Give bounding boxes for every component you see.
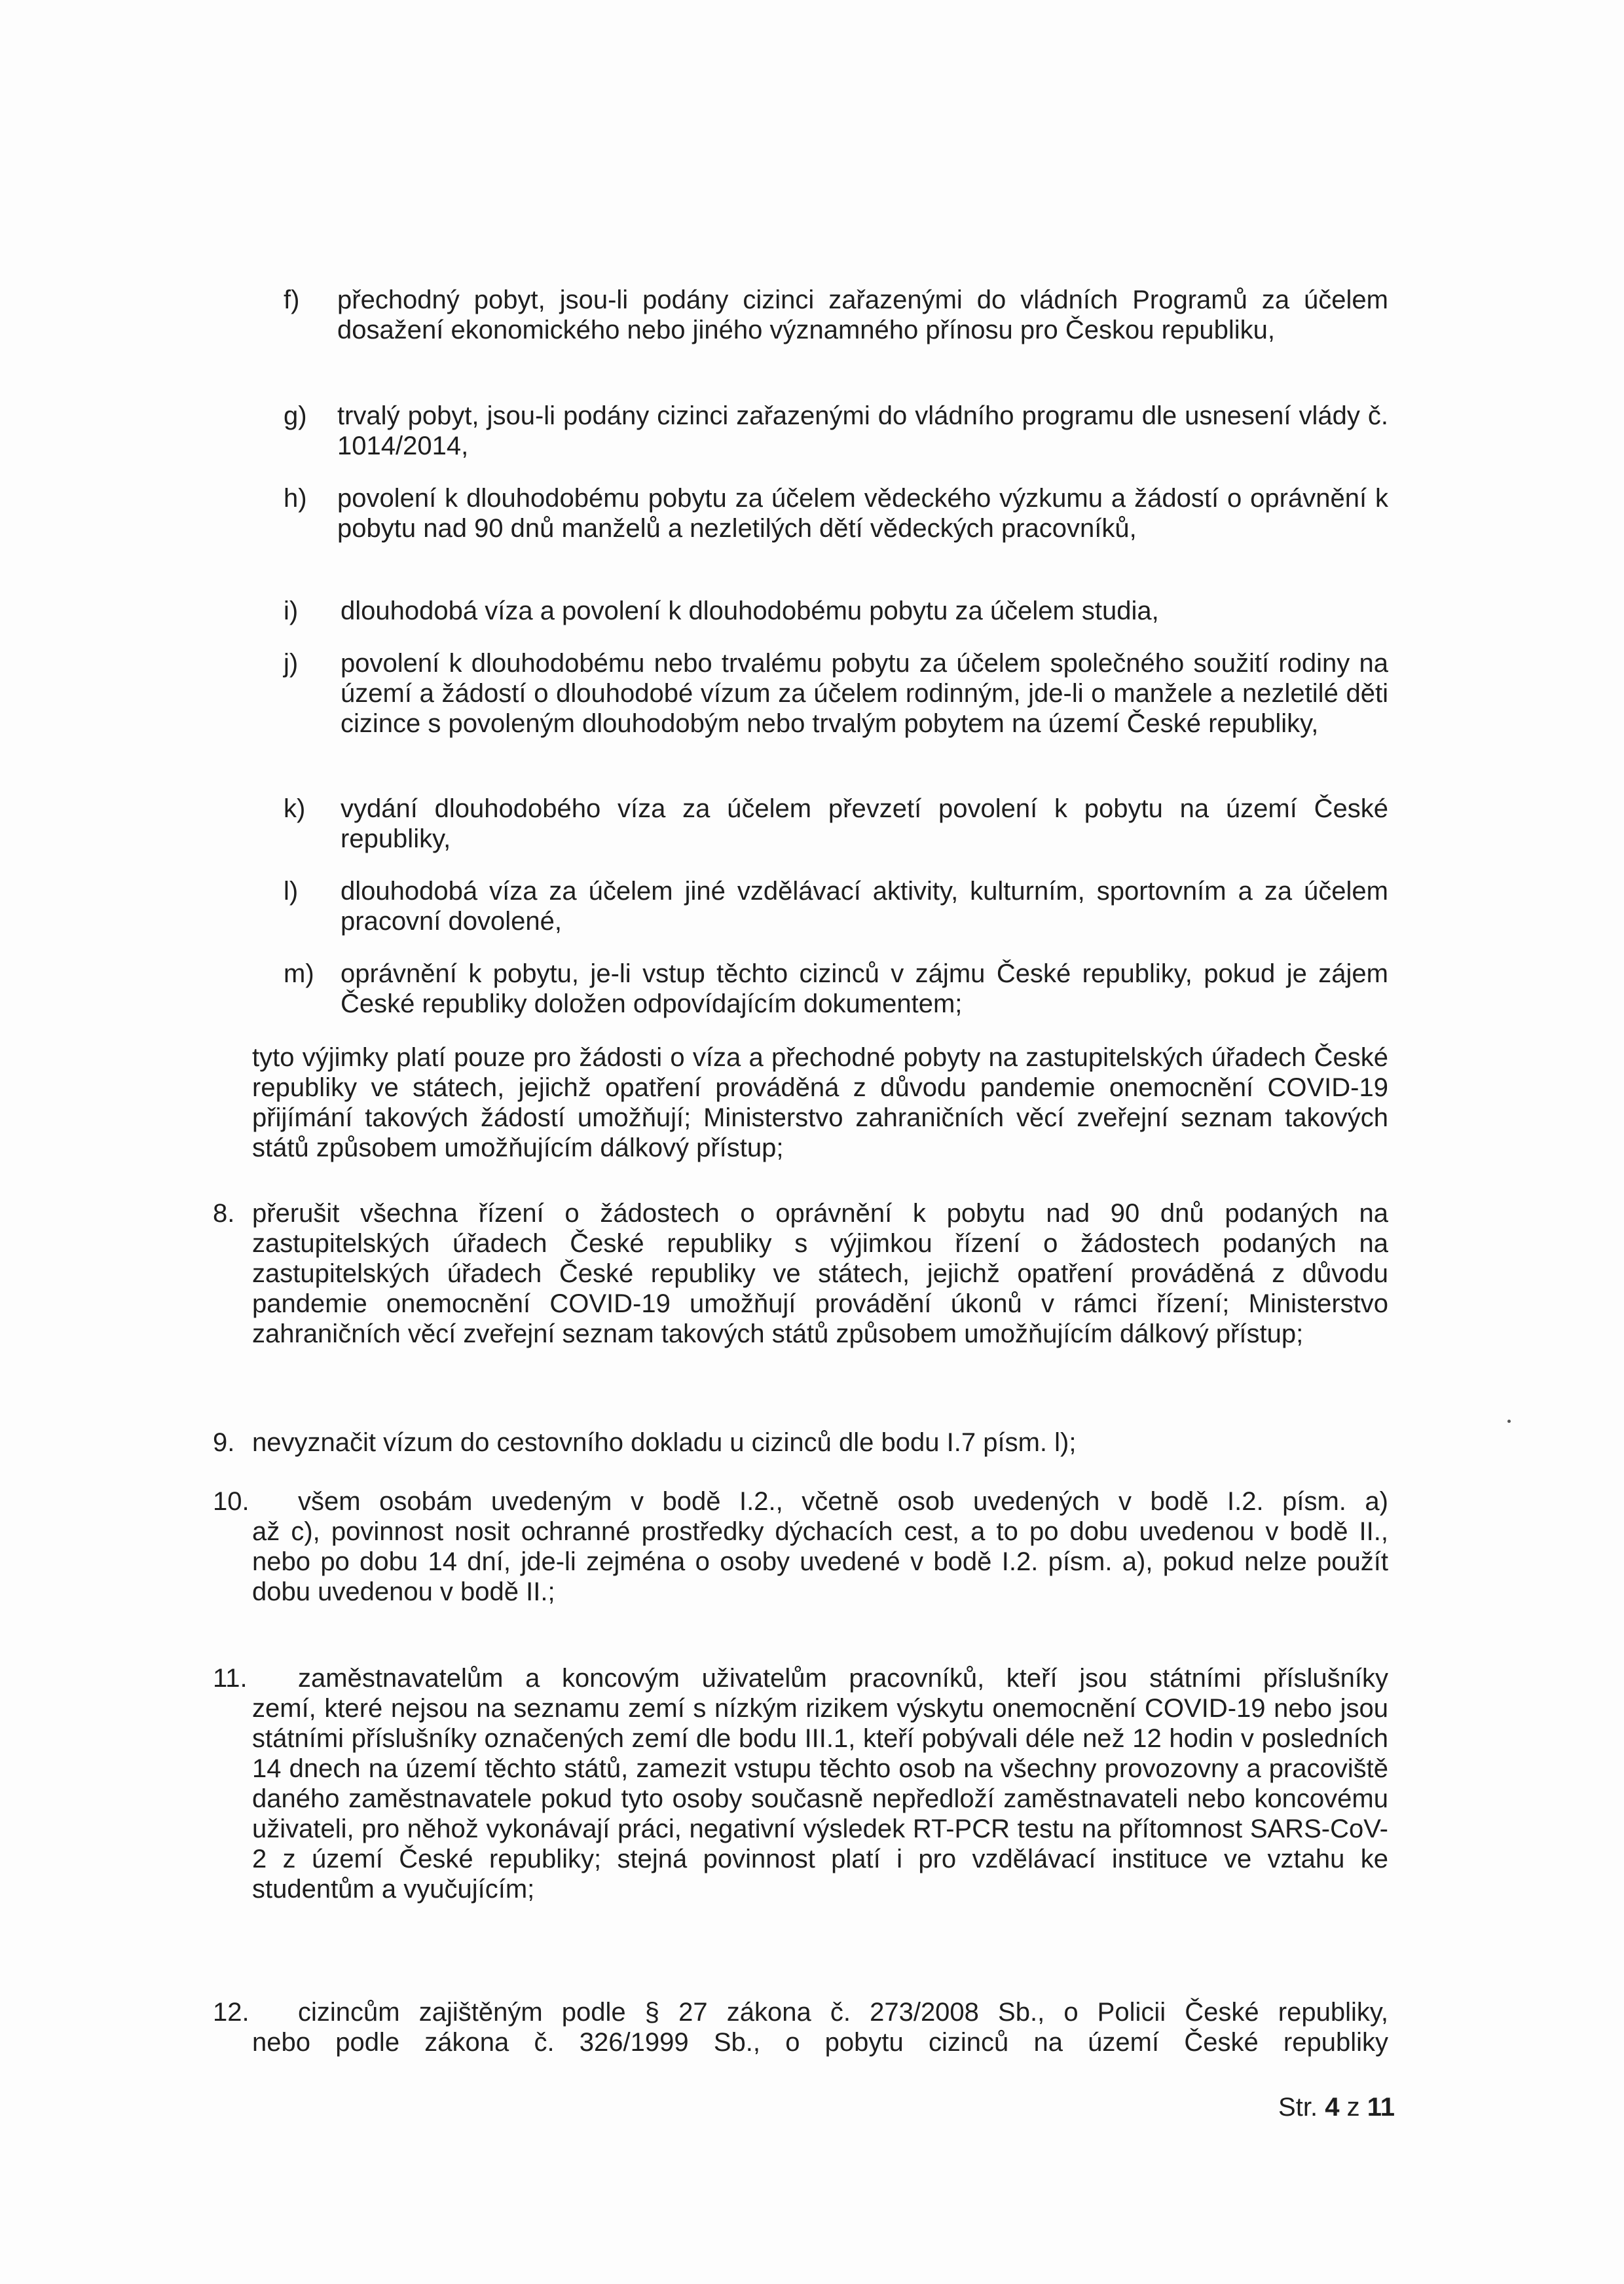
item-text-j: povolení k dlouhodobému nebo trvalému pobytu za účelem společného soužití rodiny na území a žádostí o dlouhodobé vízum za účelem rodinným, jde-li o manžele a nezletilé děti cizince s povoleným dlouhodobým nebo trvalým pobytem na území České republiky, xyxy=(341,649,1388,738)
exceptions-paragraph: tyto výjimky platí pouze pro žádosti o víza a přechodné pobyty na zastupitelských úřadech České republiky ve státech, jejichž opatření prováděná z důvodu pandemie onemocnění COVID-19 přijímání takových žádostí umožňují; Ministerstvo zahraničních věcí zveřejní seznam takových států způsobem umožňujícím dálkový přístup; xyxy=(252,1043,1388,1162)
item-label-i: i) xyxy=(284,597,299,625)
item-label-k: k) xyxy=(284,794,306,823)
item-label-10: 10. xyxy=(213,1487,249,1516)
item-text-11: zemí, které nejsou na seznamu zemí s nízkým rizikem výskytu onemocnění COVID-19 nebo jsou státními příslušníky označených zemí dle bodu III.1, kteří pobývali déle než 12 hodin v posledních 14 dnech na území těchto států, zamezit vstupu těchto osob na všechny provozovny a pracoviště daného zaměstnavatele pokud tyto osoby současně nepředloží zaměstnavateli nebo koncovému uživateli, pro něhož vykonávají práci, negativní výsledek RT-PCR testu na přítomnost SARS-CoV-2 z území České republiky; stejná povinnost platí i pro vzdělávací instituce ve vztahu ke studentům a vyučujícím; xyxy=(252,1694,1388,1904)
item-text-f: přechodný pobyt, jsou-li podány cizinci zařazenými do vládních Programů za účelem dosažení ekonomického nebo jiného významného přínosu pro Českou republiku, xyxy=(337,286,1388,344)
page-number-separator: z xyxy=(1346,2093,1360,2122)
item-label-g: g) xyxy=(284,401,307,430)
item-label-12: 12. xyxy=(213,1998,249,2027)
item-text-9: nevyznačit vízum do cestovního dokladu u cizinců dle bodu I.7 písm. l); xyxy=(252,1428,1077,1457)
item-text-h: povolení k dlouhodobému pobytu za účelem vědeckého výzkumu a žádostí o oprávnění k pobytu nad 90 dnů manželů a nezletilých dětí vědeckých pracovníků, xyxy=(337,484,1388,543)
item-text-11-first-line: zaměstnavatelům a koncovým uživatelům pracovníků, kteří jsou státními příslušníky xyxy=(298,1664,1388,1693)
item-label-l: l) xyxy=(284,877,299,906)
page-number-total: 11 xyxy=(1367,2093,1395,2122)
item-text-k: vydání dlouhodobého víza za účelem převzetí povolení k pobytu na území České republiky, xyxy=(341,794,1388,853)
item-label-h: h) xyxy=(284,484,307,513)
item-text-10: až c), povinnost nosit ochranné prostředky dýchacích cest, a to po dobu uvedenou v bodě II., nebo po dobu 14 dní, jde-li zejména o osoby uvedené v bodě I.2. písm. a), pokud nelze použít dobu uvedenou v bodě II.; xyxy=(252,1517,1388,1606)
item-label-m: m) xyxy=(284,959,314,988)
item-text-10-first-line: všem osobám uvedeným v bodě I.2., včetně osob uvedených v bodě I.2. písm. a) xyxy=(298,1487,1388,1516)
item-label-8: 8. xyxy=(213,1199,235,1228)
page-number xyxy=(1264,2092,1395,2122)
item-label-f: f) xyxy=(284,286,300,314)
scan-speck xyxy=(1507,1420,1511,1423)
item-text-12-first-line: cizincům zajištěným podle § 27 zákona č. 273/2008 Sb., o Policii České republiky, xyxy=(298,1998,1388,2027)
item-label-j: j) xyxy=(284,649,299,678)
page-number-prefix: Str. xyxy=(1278,2093,1318,2122)
item-text-l: dlouhodobá víza za účelem jiné vzdělávací aktivity, kulturním, sportovním a za účelem pracovní dovolené, xyxy=(341,877,1388,936)
item-label-11: 11. xyxy=(213,1664,248,1693)
item-text-i: dlouhodobá víza a povolení k dlouhodobému pobytu za účelem studia, xyxy=(341,597,1159,625)
item-text-m: oprávnění k pobytu, je-li vstup těchto cizinců v zájmu České republiky, pokud je zájem České republiky doložen odpovídajícím dokumentem; xyxy=(341,959,1388,1018)
item-text-8: přerušit všechna řízení o žádostech o oprávnění k pobytu nad 90 dnů podaných na zastupitelských úřadech České republiky s výjimkou řízení o žádostech podaných na zastupitelských úřadech České republiky ve státech, jejichž opatření prováděná z důvodu pandemie onemocnění COVID-19 umožňují provádění úkonů v rámci řízení; Ministerstvo zahraničních věcí zveřejní seznam takových států způsobem umožňujícím dálkový přístup; xyxy=(252,1199,1388,1348)
item-text-12: nebo podle zákona č. 326/1999 Sb., o pobytu cizinců na území České republiky xyxy=(252,2028,1388,2057)
item-label-9: 9. xyxy=(213,1428,235,1457)
item-text-g: trvalý pobyt, jsou-li podány cizinci zařazenými do vládního programu dle usnesení vlády č. 1014/2014, xyxy=(337,401,1388,460)
page-number-current: 4 xyxy=(1325,2093,1340,2122)
